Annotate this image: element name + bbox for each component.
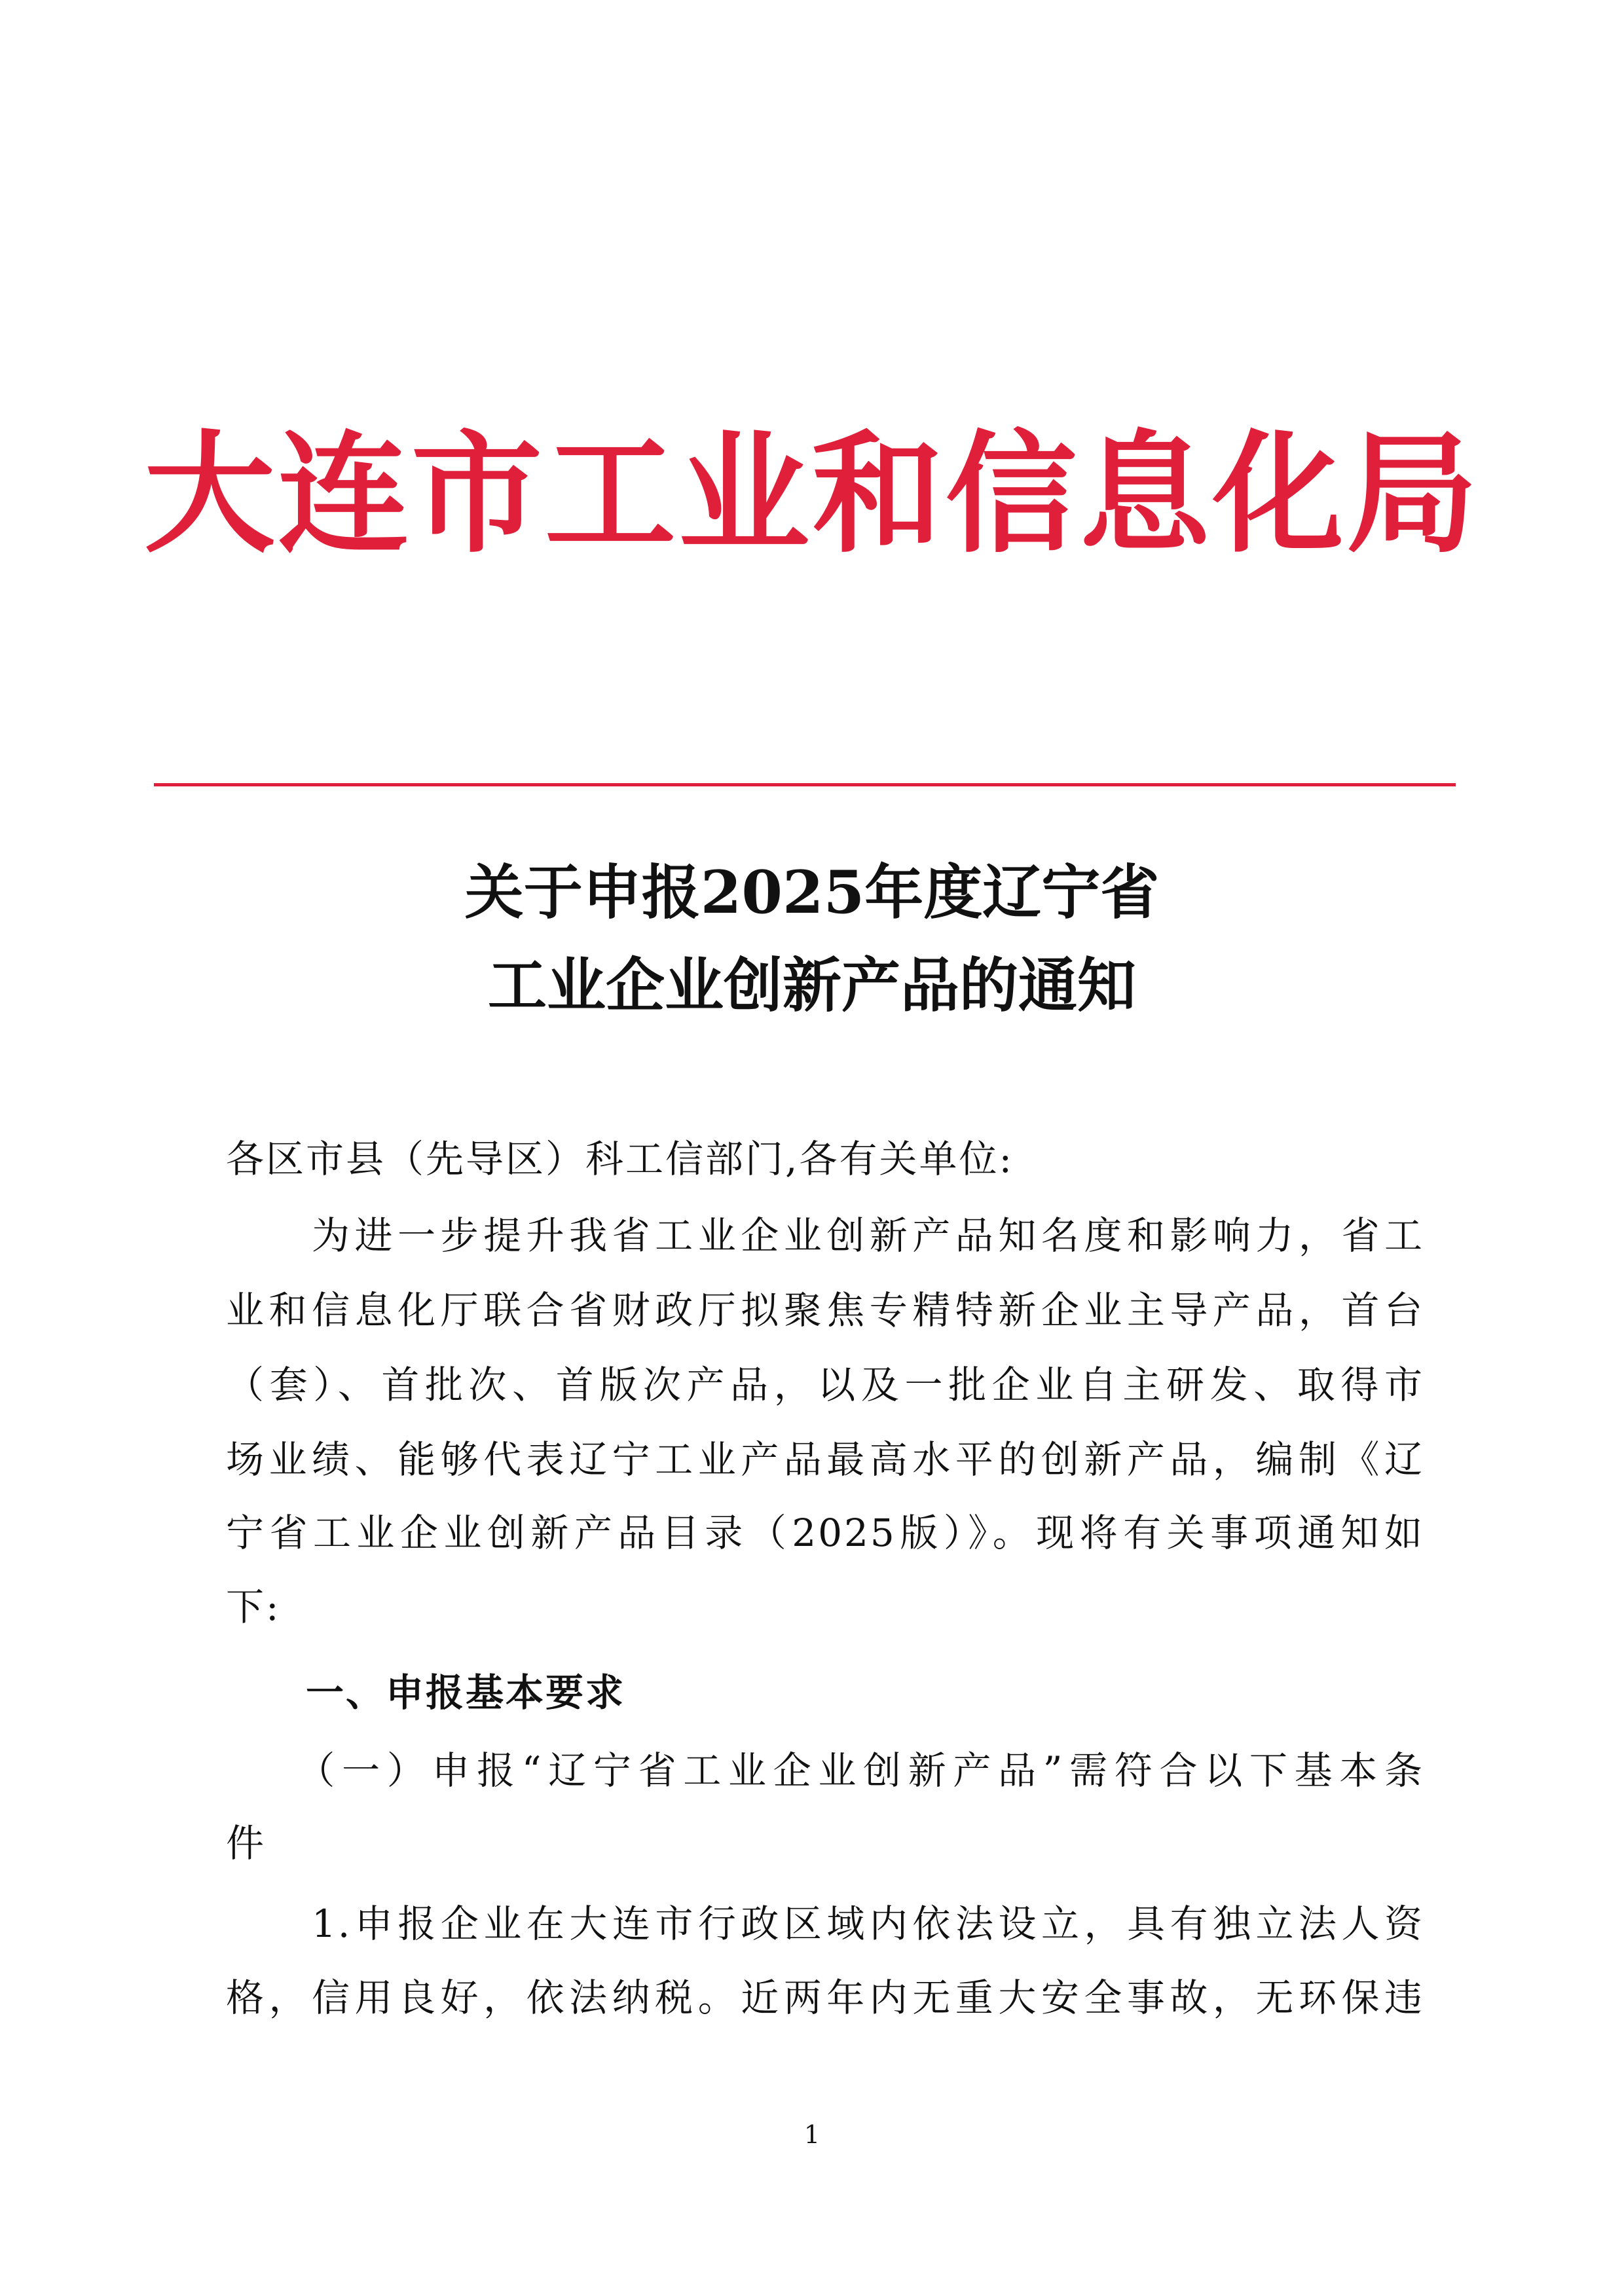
- notice-title-line-2: 工业企业创新产品的通知: [488, 951, 1136, 1020]
- section-heading: 一、申报基本要求: [226, 1670, 626, 1715]
- subsection-line: 件: [226, 1821, 267, 1865]
- body-line: （套）、首批次、首版次产品，以及一批企业自主研发、取得市: [226, 1363, 1424, 1407]
- salutation: 各区市县（先导区）科工信部门,各有关单位:: [226, 1137, 1014, 1181]
- masthead-title: 大连市工业和信息化局: [143, 417, 1480, 571]
- body-line: 宁省工业企业创新产品目录（2025版）》。现将有关事项通知如: [226, 1511, 1424, 1555]
- body-line: 场业绩、能够代表辽宁工业产品最高水平的创新产品，编制《辽: [226, 1437, 1424, 1482]
- item-line: 1.申报企业在大连市行政区域内依法设立，具有独立法人资: [226, 1901, 1424, 1946]
- body-line: 为进一步提升我省工业企业创新产品知名度和影响力，省工: [226, 1213, 1424, 1258]
- page-number: 1: [803, 2120, 821, 2149]
- body-line: 下:: [226, 1585, 281, 1629]
- subsection-line: （一）申报“辽宁省工业企业创新产品”需符合以下基本条: [226, 1748, 1424, 1793]
- body-line: 业和信息化厅联合省财政厅拟聚焦专精特新企业主导产品，首台: [226, 1288, 1424, 1332]
- red-divider-line: [154, 783, 1456, 786]
- item-line: 格，信用良好，依法纳税。近两年内无重大安全事故，无环保违: [226, 1975, 1424, 2020]
- notice-title-line-1: 关于申报2025年度辽宁省: [464, 858, 1160, 927]
